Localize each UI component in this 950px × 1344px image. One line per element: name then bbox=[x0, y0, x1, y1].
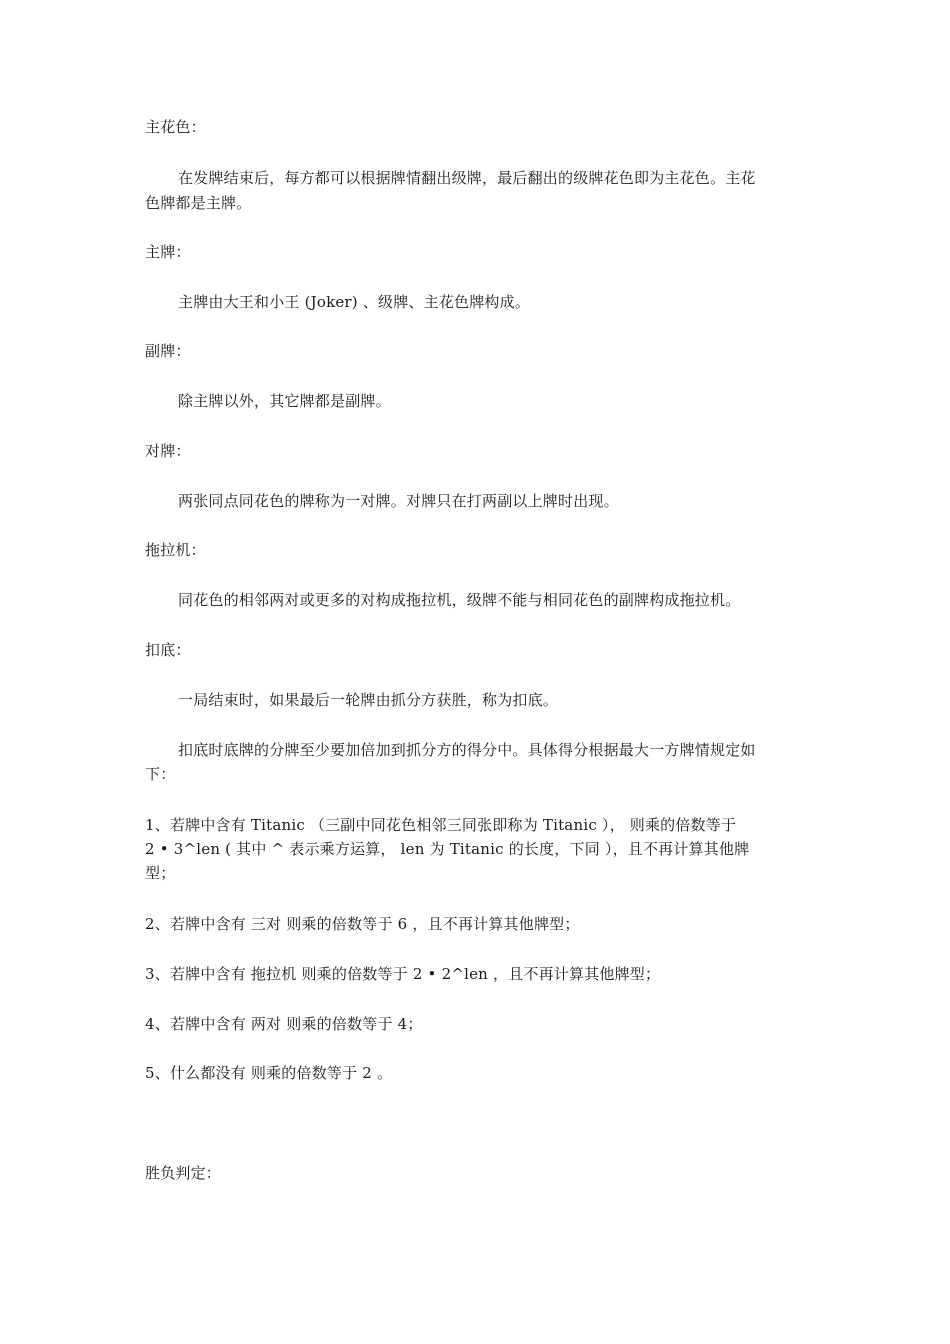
paragraph-line: 下： bbox=[145, 765, 176, 783]
paragraph-line: 扣底时底牌的分牌至少要加倍加到抓分方的得分中。具体得分根据最大一方牌情规定如 bbox=[178, 741, 756, 759]
heading-trump: 主牌： bbox=[145, 243, 191, 261]
heading-tractor: 拖拉机： bbox=[145, 541, 206, 559]
heading-main-suit: 主花色： bbox=[145, 118, 206, 136]
paragraph-line: 除主牌以外，其它牌都是副牌。 bbox=[178, 392, 391, 410]
heading-bottom-capture: 扣底： bbox=[145, 641, 191, 659]
rule-1-line: 型； bbox=[145, 864, 176, 882]
rule-3-line: 3、若牌中含有 拖拉机 则乘的倍数等于 2 • 2^len ，且不再计算其他牌型； bbox=[145, 965, 661, 983]
paragraph-line: 两张同点同花色的牌称为一对牌。对牌只在打两副以上牌时出现。 bbox=[178, 492, 619, 510]
rule-1-line: 1、若牌中含有 Titanic （三副中同花色相邻三同张即称为 Titanic ）， 则乘的倍数等于 bbox=[145, 816, 737, 834]
heading-win-loss: 胜负判定： bbox=[145, 1164, 222, 1182]
paragraph-line: 主牌由大王和小王 (Joker) 、级牌、主花色牌构成。 bbox=[178, 293, 531, 311]
paragraph-line: 色牌都是主牌。 bbox=[145, 194, 252, 212]
rule-4-line: 4、若牌中含有 两对 则乘的倍数等于 4； bbox=[145, 1015, 423, 1033]
rule-1-line: 2 • 3^len ( 其中 ^ 表示乘方运算， len 为 Titanic 的长度，下同 ），且不再计算其他牌 bbox=[145, 840, 750, 858]
paragraph-line: 同花色的相邻两对或更多的对构成拖拉机，级牌不能与相同花色的副牌构成拖拉机。 bbox=[178, 591, 741, 609]
heading-side-cards: 副牌： bbox=[145, 342, 191, 360]
paragraph-line: 在发牌结束后，每方都可以根据牌情翻出级牌，最后翻出的级牌花色即为主花色。主花 bbox=[178, 169, 756, 187]
rule-5-line: 5、什么都没有 则乘的倍数等于 2 。 bbox=[145, 1064, 393, 1082]
paragraph-line: 一局结束时，如果最后一轮牌由抓分方获胜，称为扣底。 bbox=[178, 691, 559, 709]
rule-2-line: 2、若牌中含有 三对 则乘的倍数等于 6 ，且不再计算其他牌型； bbox=[145, 915, 580, 933]
heading-pairs: 对牌： bbox=[145, 442, 191, 460]
